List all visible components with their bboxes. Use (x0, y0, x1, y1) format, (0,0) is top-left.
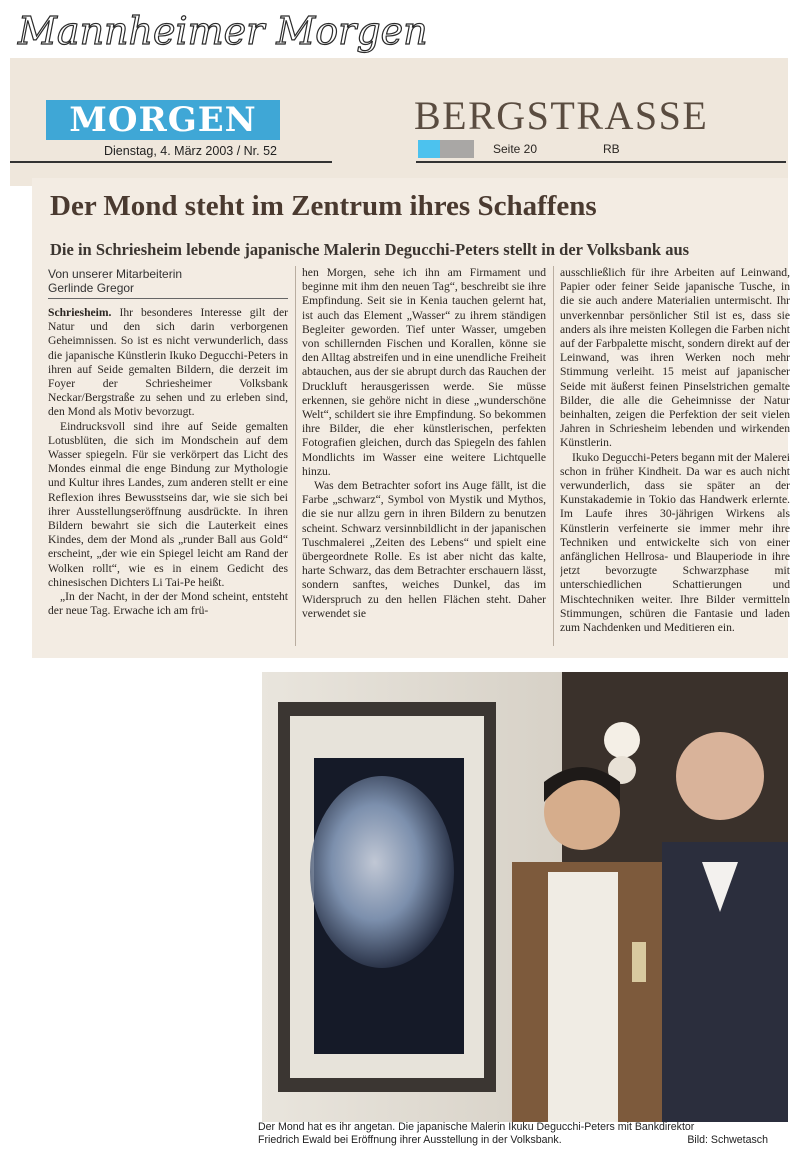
painted-moon (310, 776, 454, 968)
byline (48, 267, 182, 295)
article-column-3 (560, 266, 790, 666)
caption-line-2: Friedrich Ewald bei Eröffnung ihrer Ausstellung in der Volksbank. (258, 1134, 562, 1146)
woman-blouse (548, 872, 618, 1122)
paragraph-text: Ihr besonderes Interesse gilt der Natur und den sich darin verborgenen Geheimnissen. So ist es nicht verwunderlich, dass die japanische Künstlerin Ikuko Degucchi-Peters in ihren auf Seide gemalten Bildern, die derzeit im Foyer der Schriesheimer Volksbank Neckar/Bergstraße zu sehen und zu erleben sind, den Mond als Motiv bevorzugt. (48, 306, 288, 419)
handwritten-note (14, 2, 534, 58)
byline-line-1: Von unserer Mitarbeiterin (48, 267, 183, 281)
paragraph: Eindrucksvoll sind ihre auf Seide gemalten Lotusblüten, die sich im Mondschein auf dem Wasser spiegeln. Für sie verkörpert das Licht des Mondes einmal die enge Bindung zur Mythologie und Kultur ihres Landes, zum anderen stellt er eine Reflexion ihres Bewusstseins dar, wie sie sich bei ihrer Ausstellungseröffnung ausdrückte. In ihren Bildern bewahrt sie sich die Lauterkeit eines Kindes, dem der Mond als „runder Ball aus Gold“ erscheint, „der wie ein Spiegel leicht am Rand der Wolken rollt“, wie es in einem Gedicht des chinesischen Dichters Li Tai-Pe heißt. (48, 419, 288, 589)
paragraph: ausschließlich für ihre Arbeiten auf Leinwand, Papier oder feiner Seide japanische Tusche, in die sie auch andere Materialien untermischt. Ihr unverkennbar persönlicher Stil ist es, dass sie anders als ihre meisten Kollegen die Farben nicht auf der Farbpalette mischt, sondern direkt auf der Leinwand, was ihren Werken noch mehr Stimmung verleiht. 15 meist auf japanischer Seide mit äußerst feinen Pinselstrichen gemalte Bilder, die alle die Geheimnisse der Natur beinhalten, zeigen die Perfektion der seit vielen Jahren in Schriesheim lebenden und wirkenden Künstlerin. (560, 266, 790, 450)
paragraph (48, 306, 288, 420)
issue-date: Dienstag, 4. März 2003 / Nr. 52 (104, 144, 278, 158)
column-divider (553, 266, 554, 646)
byline-rule (48, 298, 288, 299)
article-headline: Der Mond steht im Zentrum ihres Schaffens (50, 190, 597, 222)
newspaper-logo: MORGEN (46, 100, 280, 140)
photo-credit: Bild: Schwetasch (687, 1134, 768, 1146)
byline-author: Gerlinde Gregor (48, 281, 135, 295)
region-code: RB (603, 142, 620, 156)
photo-caption (258, 1121, 768, 1147)
paragraph: „In der Nacht, in der der Mond scheint, entsteht der neue Tag. Erwache ich am frü- (48, 590, 288, 618)
masthead-rule-left (10, 161, 332, 163)
article-column-2 (302, 266, 546, 621)
section-color-swatch-blue (418, 140, 440, 158)
article-subheadline: Die in Schriesheim lebende japanische Malerin Degucchi-Peters stellt in der Volksbank aus (50, 240, 690, 259)
masthead-rule-right (416, 161, 786, 163)
article-photo (262, 672, 788, 1122)
article-column-1 (48, 306, 288, 618)
caption-line-1: Der Mond hat es ihr angetan. Die japanische Malerin Ikuku Degucchi-Peters mit Bankdirektor (258, 1121, 695, 1133)
paragraph: Was dem Betrachter sofort ins Auge fällt, ist die Farbe „schwarz“, Symbol von Mystik und Mythos, die sie nur allzu gern in ihren Bildern zu benutzen scheint. Schwarz versinnbildlicht in der japanischen Tuschmalerei „Zeiten des Lebens“ und spielt eine übergeordnete Rolle. Es ist aber nicht das kalte, harte Schwarz, das dem Betrachter erschauern lässt, sondern sanftes, weiches Dunkel, das im Widerspruch zu den hellen Flächen steht. Daher verwendet sie (302, 479, 546, 620)
column-divider (295, 266, 296, 646)
champagne-glass (632, 942, 646, 982)
ceiling-lamp (604, 722, 640, 758)
dateline: Schriesheim. (48, 306, 112, 319)
section-title: BERGSTRASSE (414, 93, 709, 138)
paragraph: Ikuko Degucchi-Peters begann mit der Malerei schon in früher Kindheit. Da war es auch nicht verwunderlich, dass sie später an der Kunstakademie in Tokio das Handwerk erlernte. Im Laufe ihres 30-jährigen Wirkens als Künstlerin verfeinerte sie immer mehr ihre Techniken und entwickelte sich von einer anfänglichen Hellrosa- und Blauperiode in ihre jetzt bevorzugte Schwarzphase mit unterschiedlichen Schattierungen und Mischtechniken weiter. Ihre Bilder vermitteln Stimmungen, schüren die Fantasie und laden zum Nachdenken und Meditieren ein. (560, 450, 790, 635)
section-color-swatch-grey (440, 140, 474, 158)
paragraph: hen Morgen, sehe ich ihn am Firmament und beginne mit ihm den neuen Tag“, beschreibt sie ihre Empfindung. Seit sie in Kenia tauchen gelernt hat, ist auch das Element „Wasser“ zu ihrem ständigen Begleiter geworden. Tief unter Wasser, umgeben von schillernden Fischen und Korallen, könne sie den Alltag abstreifen und in eine unendliche Freiheit abtauchen, aus der sie abrupt durch das Rauchen der Druckluft herausgerissen werde. Sie müsse erkennen, sie gehöre nicht in diese „wunderschöne Welt“, schildert sie ihre Empfindung. So bekommen ihre Bilder, die eher künstlerischen, perfekten Fotografien gleichen, durch das Spiegeln des fahlen Mondlichts im Wasser eine weitere Lichtquelle hinzu. (302, 266, 546, 478)
page-number: Seite 20 (493, 142, 538, 156)
handwritten-note-text: Mannheimer Morgen (18, 9, 428, 53)
caption-row-2 (258, 1134, 768, 1147)
man-face (676, 732, 764, 820)
